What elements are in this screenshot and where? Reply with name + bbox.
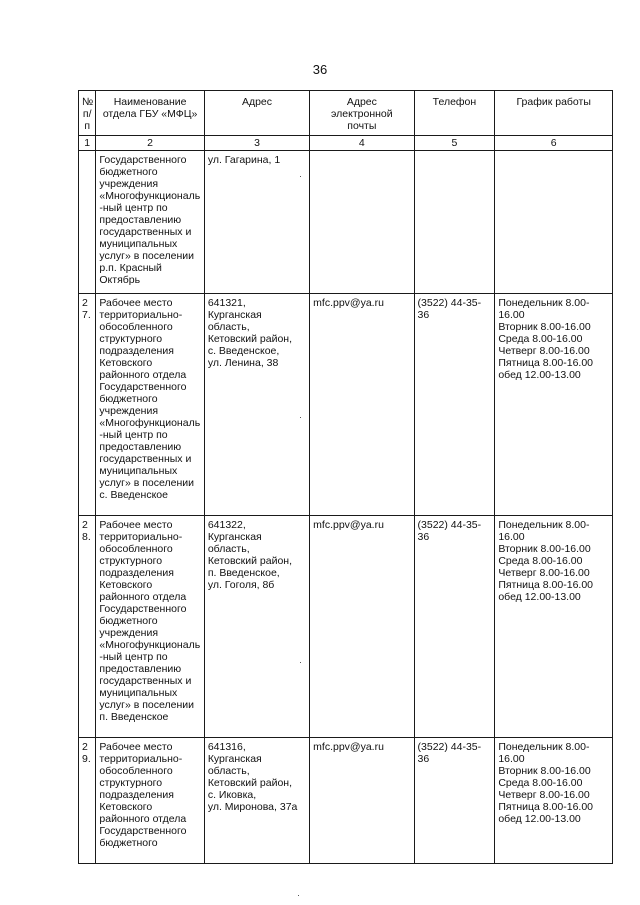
table-row xyxy=(79,294,613,516)
address: 641321, Курганская область, Кетовский район, с. Введенское, ул. Ленина, 38 xyxy=(204,294,309,516)
header-number: № п/п xyxy=(79,91,96,136)
scan-speck xyxy=(300,176,301,177)
address: ул. Гагарина, 1 xyxy=(204,151,309,294)
department-name: Рабочее место территориально- обособленного структурного подразделения Кетовского районного отдела Государственного бюджетного учреждения «Многофункциональ -ный центр по предоставлению государственных и муниципальных услуг» в поселении п. Введенское xyxy=(96,516,204,738)
header-address: Адрес xyxy=(204,91,309,136)
phone: (3522) 44-35- 36 xyxy=(414,738,495,864)
phone: (3522) 44-35- 36 xyxy=(414,516,495,738)
header-phone: Телефон xyxy=(414,91,495,136)
department-name: Рабочее место территориально- обособленного структурного подразделения Кетовского районного отдела Государственного бюджетного xyxy=(96,738,204,864)
department-name: Рабочее место территориально- обособленного структурного подразделения Кетовского районного отдела Государственного бюджетного учреждения «Многофункциональ -ный центр по предоставлению государственных и муниципальных услуг» в поселении с. Введенское xyxy=(96,294,204,516)
address: 641322, Курганская область, Кетовский район, п. Введенское, ул. Гоголя, 8б xyxy=(204,516,309,738)
schedule: Понедельник 8.00- 16.00 Вторник 8.00-16.00 Среда 8.00-16.00 Четверг 8.00-16.00 Пятница 8.00-16.00 обед 12.00-13.00 xyxy=(495,738,613,864)
column-number: 3 xyxy=(204,136,309,151)
mfc-departments-table xyxy=(78,90,613,864)
column-number: 6 xyxy=(495,136,613,151)
schedule: Понедельник 8.00- 16.00 Вторник 8.00-16.00 Среда 8.00-16.00 Четверг 8.00-16.00 Пятница 8.00-16.00 обед 12.00-13.00 xyxy=(495,516,613,738)
row-number xyxy=(79,151,96,294)
scan-speck xyxy=(300,662,301,663)
header-row xyxy=(79,91,613,136)
address: 641316, Курганская область, Кетовский район, с. Иковка, ул. Миронова, 37а xyxy=(204,738,309,864)
schedule xyxy=(495,151,613,294)
column-number: 5 xyxy=(414,136,495,151)
email: mfc.ppv@ya.ru xyxy=(310,516,414,738)
email: mfc.ppv@ya.ru xyxy=(310,738,414,864)
header-department-name: Наименование отдела ГБУ «МФЦ» xyxy=(96,91,204,136)
email: mfc.ppv@ya.ru xyxy=(310,294,414,516)
row-number: 29. xyxy=(79,738,96,864)
row-number: 28. xyxy=(79,516,96,738)
department-name: Государственного бюджетного учреждения «Многофункциональ -ный центр по предоставлению государственных и муниципальных услуг» в поселении р.п. Красный Октябрь xyxy=(96,151,204,294)
scan-speck xyxy=(300,417,301,418)
column-number: 1 xyxy=(79,136,96,151)
column-number: 2 xyxy=(96,136,204,151)
table-row xyxy=(79,516,613,738)
table-row xyxy=(79,151,613,294)
column-number: 4 xyxy=(310,136,414,151)
header-schedule: График работы xyxy=(495,91,613,136)
row-number: 27. xyxy=(79,294,96,516)
schedule: Понедельник 8.00- 16.00 Вторник 8.00-16.00 Среда 8.00-16.00 Четверг 8.00-16.00 Пятница 8.00-16.00 обед 12.00-13.00 xyxy=(495,294,613,516)
page-number: 36 xyxy=(312,62,328,77)
phone xyxy=(414,151,495,294)
phone: (3522) 44-35- 36 xyxy=(414,294,495,516)
table-row xyxy=(79,738,613,864)
scan-speck xyxy=(298,895,299,896)
column-number-row xyxy=(79,136,613,151)
email xyxy=(310,151,414,294)
header-email: Адрес электронной почты xyxy=(310,91,414,136)
table-header xyxy=(79,91,613,136)
